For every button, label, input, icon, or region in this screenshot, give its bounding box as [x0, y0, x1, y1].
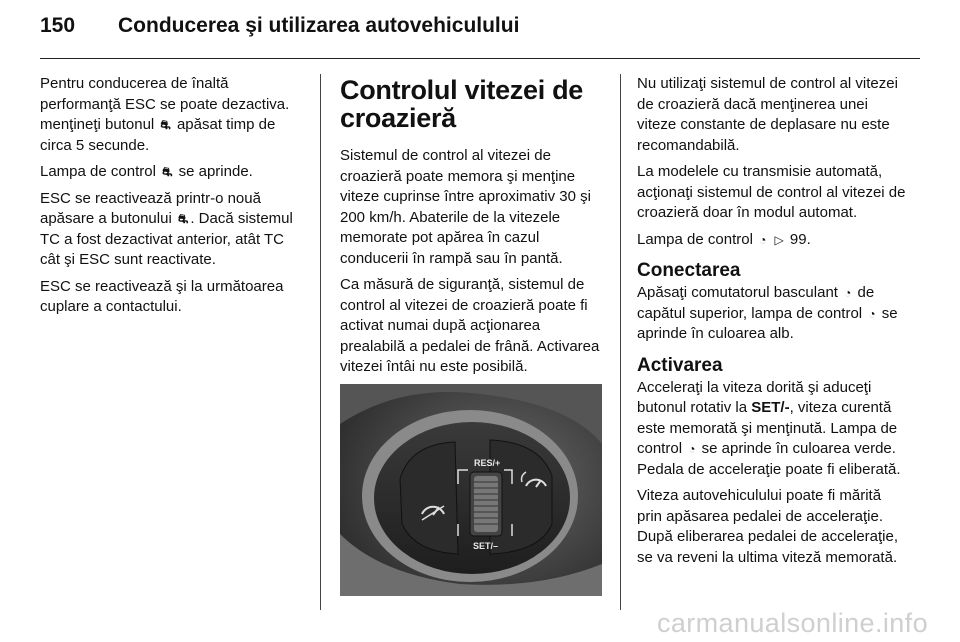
res-label: RES/+: [474, 457, 501, 468]
esc-off-icon: ⛐: [177, 212, 189, 226]
paragraph: Lampa de control ⛐ se aprinde.: [40, 163, 253, 180]
paragraph: Ca măsură de siguranţă, sistemul de control al vitezei de croazieră poate fi activat numai după acţionarea prealabilă a pedalei de frână. Activarea vitezei întâi nu este posibilă.: [340, 276, 600, 375]
paragraph: ESC se reactivează printr-o nouă apăsare a butonului ⛐ . Dacă sistemul TC a fost dezactivat anterior, atât TC cât şi ESC sunt reactivate.: [40, 189, 293, 268]
paragraph: Apăsaţi comutatorul basculant ◔ de capătul superior, lampa de control ◔ se aprinde în culoarea alb.: [637, 284, 898, 342]
column-right: [637, 74, 909, 574]
paragraph: Sistemul de control al vitezei de croazieră poate memora şi menţine viteze cuprinse între aproximativ 30 şi 200 km/h. Abaterile de la vitezele memorate pot apărea în cazul conducerii în rampă sau în pantă.: [340, 147, 591, 267]
cruise-control-icon: ◔: [688, 442, 696, 456]
paragraph: ESC se reactivează şi la următoarea cuplare a contactului.: [40, 277, 284, 315]
set-button-label: SET/-: [751, 399, 790, 416]
cruise-control-icon: ◔: [844, 286, 852, 300]
set-label: SET/–: [473, 540, 499, 551]
subheading-activate: Activarea: [637, 354, 723, 376]
paragraph: Pentru conducerea de înaltă performanţă ESC se poate dezactiva. menţineţi butonul ⛐ apăsat timp de circa 5 secunde.: [40, 75, 290, 154]
section-title: Controlul vitezei de croazieră: [340, 75, 584, 133]
paragraph: Acceleraţi la viteza dorită şi aduceţi butonul rotativ la SET/-, viteza curentă este memorată şi menţinută. Lampa de control ◔ se aprinde în culoarea verde. Pedala de acceleraţie poate fi eliberată.: [637, 378, 901, 478]
subheading-connect: Conectarea: [637, 260, 741, 281]
esc-off-icon: ⛐: [160, 118, 171, 132]
paragraph: La modelele cu transmisie automată, acţionaţi sistemul de control al vitezei de croazieră doar în modul automat.: [637, 163, 906, 221]
paragraph: Nu utilizaţi sistemul de control al vitezei de croazieră dacă menţinerea unei viteze constante de deplasare nu este recomandabilă.: [637, 75, 898, 154]
thumb-wheel: [474, 476, 498, 532]
column-divider: [320, 74, 321, 610]
steering-wheel-controls-photo: [340, 384, 602, 596]
page-header: [40, 10, 920, 54]
paragraph: Viteza autovehiculului poate fi mărită prin apăsarea pedalei de acceleraţie. După eliberarea pedalei de acceleraţie, se va reveni la ultima viteză memorată.: [637, 487, 899, 566]
column-left: [40, 74, 308, 324]
cruise-control-icon: ◔: [759, 232, 767, 247]
paragraph: Lampa de control ◔ ▷ 99.: [637, 230, 811, 248]
cruise-control-icon: ◔: [868, 306, 876, 321]
watermark: carmanualsonline.info: [656, 608, 928, 638]
header-divider: [40, 58, 920, 59]
page-number: 150: [40, 14, 76, 37]
esc-off-icon: ⛐: [162, 165, 173, 179]
column-divider: [620, 74, 621, 610]
reference-arrow-icon: ▷: [774, 232, 784, 247]
column-middle: [340, 74, 606, 596]
chapter-title: Conducerea şi utilizarea autovehiculului: [118, 14, 520, 37]
